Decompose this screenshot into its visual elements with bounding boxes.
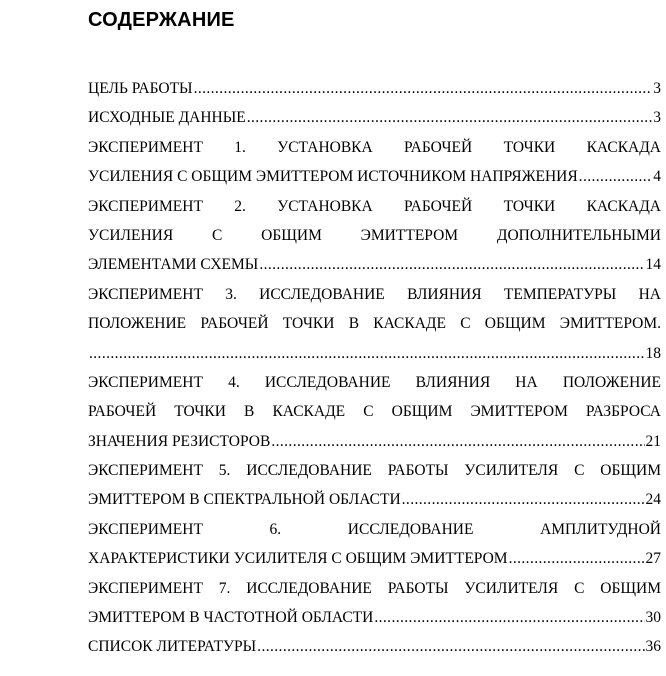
dot-leader (402, 485, 645, 514)
toc-entry-last-line (88, 250, 661, 279)
toc-entry-title: ЦЕЛЬ РАБОТЫ (88, 80, 193, 97)
toc-page-number: 3 (653, 80, 661, 97)
toc-entry-title-line: РАБОЧЕЙ ТОЧКИ В КАСКАДЕ С ОБЩИМ ЭМИТТЕРОМ РАЗБРОСА (88, 403, 661, 421)
page-title: СОДЕРЖАНИЕ (88, 9, 235, 31)
toc-page-number: 30 (645, 609, 661, 627)
toc-entry-title: ЭМИТТЕРОМ В ЧАСТОТНОЙ ОБЛАСТИ (88, 609, 374, 627)
toc-page-number: 21 (645, 432, 661, 450)
dot-leader (374, 603, 644, 632)
toc-entry-last-line (88, 162, 661, 191)
toc-entry[interactable] (88, 515, 661, 574)
toc-page-number: 27 (645, 550, 661, 568)
toc-entry-title: ЭЛЕМЕНТАМИ СХЕМЫ (88, 256, 259, 274)
toc-entry-last-line (88, 544, 661, 573)
table-of-contents (88, 74, 661, 662)
toc-entry-last-line (88, 632, 661, 661)
toc-entry-title-line: ЭКСПЕРИМЕНТ 3. ИССЛЕДОВАНИЕ ВЛИЯНИЯ ТЕМПЕРАТУРЫ НА (88, 285, 661, 303)
toc-entry-title-line: УСИЛЕНИЯ С ОБЩИМ ЭМИТТЕРОМ ДОПОЛНИТЕЛЬНЫМИ (88, 226, 661, 244)
toc-entry-title: ХАРАКТЕРИСТИКИ УСИЛИТЕЛЯ С ОБЩИМ ЭМИТТЕРОМ (88, 550, 508, 568)
toc-entry[interactable] (88, 632, 661, 661)
toc-entry[interactable] (88, 280, 661, 368)
toc-entry-title: СПИСОК ЛИТЕРАТУРЫ (88, 638, 257, 656)
toc-page-number: 4 (653, 168, 661, 186)
toc-entry-title-line: ЭКСПЕРИМЕНТ 4. ИССЛЕДОВАНИЕ ВЛИЯНИЯ НА ПОЛОЖЕНИЕ (88, 373, 661, 391)
toc-entry-last-line (88, 103, 661, 132)
toc-entry-title-line: ЭКСПЕРИМЕНТ 2. УСТАНОВКА РАБОЧЕЙ ТОЧКИ КАСКАДА (88, 197, 661, 215)
toc-entry-last-line (88, 74, 661, 103)
dot-leader (89, 339, 645, 368)
toc-entry-last-line (88, 603, 661, 632)
toc-entry-title-line: ЭКСПЕРИМЕНТ 1. УСТАНОВКА РАБОЧЕЙ ТОЧКИ КАСКАДА (88, 138, 661, 156)
dot-leader (194, 74, 653, 103)
toc-page-number: 14 (645, 256, 661, 274)
toc-page-number: 18 (645, 344, 661, 362)
toc-entry-title-line: ЭКСПЕРИМЕНТ 7. ИССЛЕДОВАНИЕ РАБОТЫ УСИЛИТЕЛЯ С ОБЩИМ (88, 579, 661, 597)
dot-leader (257, 632, 644, 661)
dot-leader (579, 162, 653, 191)
dot-leader (259, 250, 644, 279)
toc-entry-title-line: ЭКСПЕРИМЕНТ 5. ИССЛЕДОВАНИЕ РАБОТЫ УСИЛИТЕЛЯ С ОБЩИМ (88, 462, 661, 480)
toc-entry-last-line (88, 485, 661, 514)
dot-leader (247, 103, 653, 132)
toc-entry-title: УСИЛЕНИЯ С ОБЩИМ ЭМИТТЕРОМ ИСТОЧНИКОМ НАПРЯЖЕНИЯ (88, 168, 578, 186)
dot-leader (271, 427, 644, 456)
dot-leader (509, 544, 645, 573)
toc-entry[interactable] (88, 368, 661, 456)
toc-entry-last-line (88, 427, 661, 456)
toc-entry-last-line (88, 339, 661, 368)
toc-entry-title-line: ЭКСПЕРИМЕНТ 6. ИССЛЕДОВАНИЕ АМПЛИТУДНОЙ (88, 520, 661, 538)
toc-page-number: 3 (653, 109, 661, 127)
toc-entry[interactable] (88, 574, 661, 633)
toc-page-number: 24 (645, 491, 661, 509)
toc-entry[interactable] (88, 103, 661, 132)
toc-entry-title: ЭМИТТЕРОМ В СПЕКТРАЛЬНОЙ ОБЛАСТИ (88, 491, 401, 509)
toc-entry[interactable] (88, 456, 661, 515)
toc-entry[interactable] (88, 133, 661, 192)
toc-entry-title-line: ПОЛОЖЕНИЕ РАБОЧЕЙ ТОЧКИ В КАСКАДЕ С ОБЩИМ ЭМИТТЕРОМ. (88, 315, 661, 333)
toc-entry-title: ЗНАЧЕНИЯ РЕЗИСТОРОВ (88, 432, 271, 450)
toc-entry[interactable] (88, 192, 661, 280)
toc-page-number: 36 (645, 638, 661, 656)
toc-entry-title: ИСХОДНЫЕ ДАННЫЕ (88, 109, 246, 127)
toc-entry[interactable] (88, 74, 661, 103)
